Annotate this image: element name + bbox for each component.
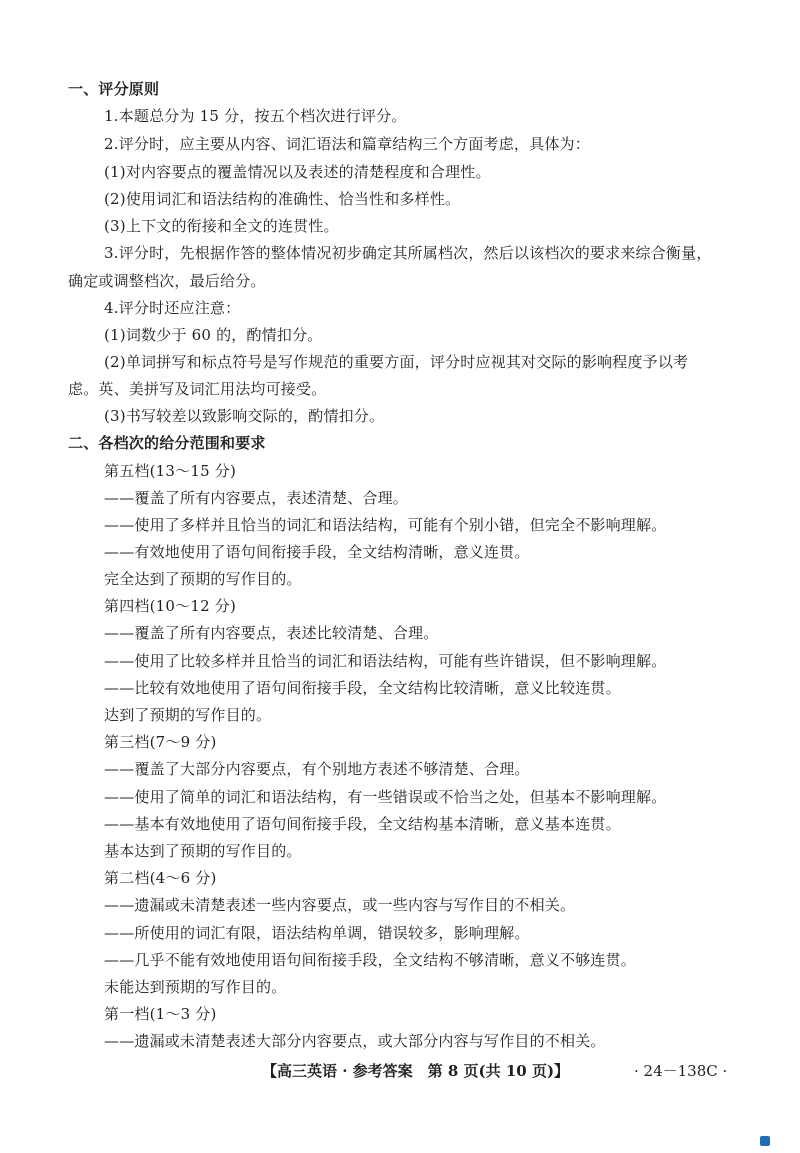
grade-1-title: 第一档(1～3 分) [104, 1005, 217, 1023]
section-1-line-10: (2)单词拼写和标点符号是写作规范的重要方面，评分时应视其对交际的影响程度予以考 [104, 353, 689, 371]
section-1-line-3: (1)对内容要点的覆盖情况以及表述的清楚程度和合理性。 [104, 163, 491, 181]
section-1-heading: 一、评分原则 [68, 80, 160, 98]
grade-3-summary: 基本达到了预期的写作目的。 [104, 842, 302, 860]
grade-4-item-3: ——比较有效地使用了语句间衔接手段，全文结构比较清晰，意义比较连贯。 [104, 679, 621, 697]
section-1-line-12: (3)书写较差以致影响交际的，酌情扣分。 [104, 407, 385, 425]
page-footer-title: 【高三英语 · 参考答案 第 8 页(共 10 页)】 [262, 1062, 570, 1080]
grade-4-summary: 达到了预期的写作目的。 [104, 706, 272, 724]
grade-2-title: 第二档(4～6 分) [104, 869, 217, 887]
grade-4-item-2: ——使用了比较多样并且恰当的词汇和语法结构，可能有些许错误，但不影响理解。 [104, 652, 667, 670]
grade-5-item-3: ——有效地使用了语句间衔接手段，全文结构清晰，意义连贯。 [104, 543, 530, 561]
grade-4-title: 第四档(10～12 分) [104, 597, 237, 615]
section-1-line-6: 3.评分时，先根据作答的整体情况初步确定其所属档次，然后以该档次的要求来综合衡量， [104, 244, 712, 262]
grade-3-title: 第三档(7～9 分) [104, 733, 217, 751]
grade-5-summary: 完全达到了预期的写作目的。 [104, 570, 302, 588]
section-2-heading: 二、各档次的给分范围和要求 [68, 434, 266, 452]
corner-logo [760, 1135, 796, 1147]
section-1-line-2: 2.评分时，应主要从内容、词汇语法和篇章结构三个方面考虑，具体为： [104, 135, 590, 153]
section-1-line-11: 虑。英、美拼写及词汇用法均可接受。 [68, 380, 327, 398]
grade-2-item-3: ——几乎不能有效地使用语句间衔接手段，全文结构不够清晰，意义不够连贯。 [104, 951, 637, 969]
section-1-line-7: 确定或调整档次，最后给分。 [68, 272, 266, 290]
grade-5-item-1: ——覆盖了所有内容要点，表述清楚、合理。 [104, 489, 409, 507]
grade-4-item-1: ——覆盖了所有内容要点，表述比较清楚、合理。 [104, 624, 439, 642]
page-footer-code: · 24－138C · [634, 1062, 728, 1080]
grade-5-title: 第五档(13～15 分) [104, 462, 237, 480]
grade-1-item-1: ——遗漏或未清楚表述大部分内容要点，或大部分内容与写作目的不相关。 [104, 1032, 606, 1050]
section-1-line-8: 4.评分时还应注意： [104, 299, 241, 317]
grade-3-item-3: ——基本有效地使用了语句间衔接手段，全文结构基本清晰，意义基本连贯。 [104, 815, 621, 833]
section-1-line-4: (2)使用词汇和语法结构的准确性、恰当性和多样性。 [104, 190, 461, 208]
section-1-line-1: 1.本题总分为 15 分，按五个档次进行评分。 [104, 107, 407, 125]
section-1-line-9: (1)词数少于 60 的，酌情扣分。 [104, 326, 323, 344]
grade-2-summary: 未能达到预期的写作目的。 [104, 978, 287, 996]
grade-3-item-1: ——覆盖了大部分内容要点，有个别地方表述不够清楚、合理。 [104, 760, 530, 778]
grade-3-item-2: ——使用了简单的词汇和语法结构，有一些错误或不恰当之处，但基本不影响理解。 [104, 788, 667, 806]
grade-5-item-2: ——使用了多样并且恰当的词汇和语法结构，可能有个别小错，但完全不影响理解。 [104, 516, 667, 534]
section-1-line-5: (3)上下文的衔接和全文的连贯性。 [104, 217, 339, 235]
logo-icon [760, 1136, 770, 1146]
grade-2-item-2: ——所使用的词汇有限，语法结构单调，错误较多，影响理解。 [104, 924, 530, 942]
grade-2-item-1: ——遗漏或未清楚表述一些内容要点，或一些内容与写作目的不相关。 [104, 896, 576, 914]
